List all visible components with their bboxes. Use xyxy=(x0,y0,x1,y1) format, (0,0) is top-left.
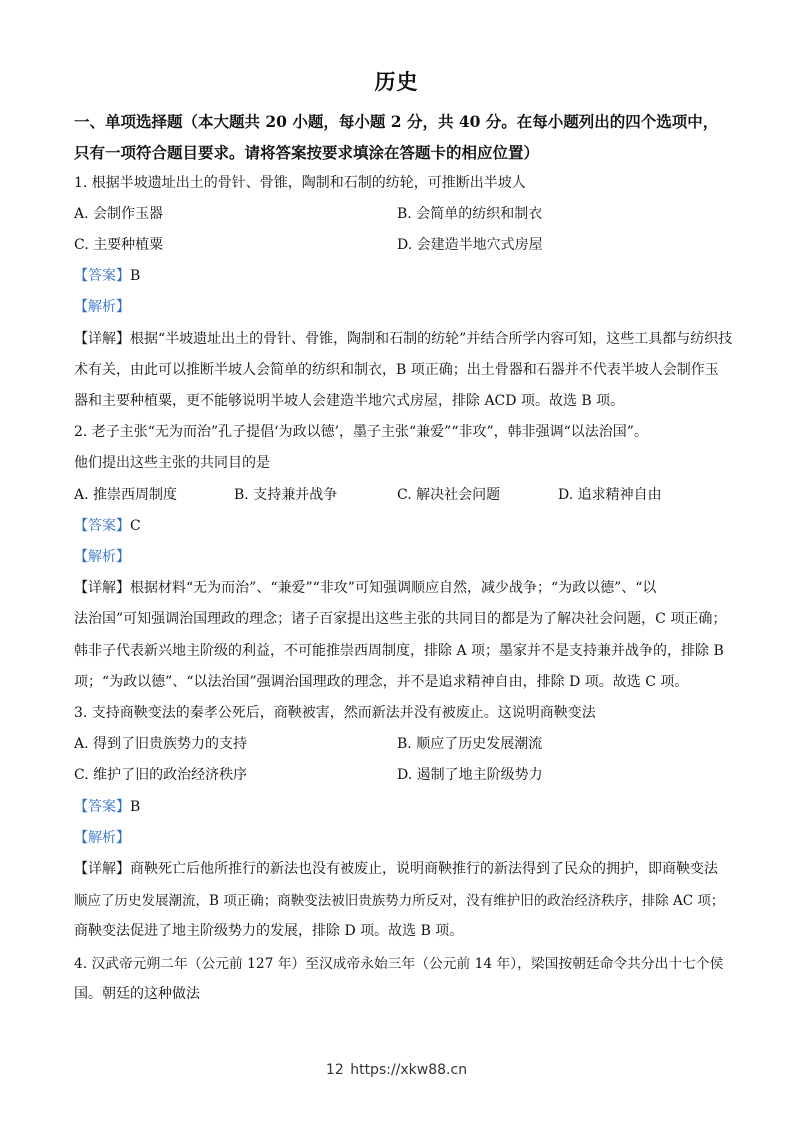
question-2-option-b: B. 支持兼并战争 xyxy=(234,487,338,503)
answer-label: 【答案】 xyxy=(74,268,130,284)
section-heading: 一、单项选择题（本大题共 20 小题，每小题 2 分，共 40 分。在每小题列出的四个选项中，只有一项符合题目要求。请将答案按要求填涂在答题卡的相应位置） xyxy=(74,112,719,162)
question-2-option-c: C. 解决社会问题 xyxy=(397,487,501,503)
question-2-detail-line: 法治国”可知强调治国理政的理念；诸子百家提出这些主张的共同目的都是为了解决社会问题，C 项正确； xyxy=(74,611,727,627)
question-3-answer xyxy=(74,796,140,816)
question-2-analysis-label: 【解析】 xyxy=(74,549,130,565)
question-1-detail-line: 术有关，由此可以推断半坡人会简单的纺织和制衣，B 项正确；出土骨器和石器并不代表半坡人会制作玉 xyxy=(74,362,719,378)
page-title: 历史 xyxy=(374,69,419,94)
question-1-stem: 1. 根据半坡遗址出土的骨针、骨锥，陶制和石制的纺轮，可推断出半坡人 xyxy=(74,175,526,191)
question-3-option-b: B. 顺应了历史发展潮流 xyxy=(397,736,543,752)
page-number: 12 xyxy=(325,1062,344,1078)
question-3-detail-line: 顺应了历史发展潮流，B 项正确；商鞅变法被旧贵族势力所反对，没有维护旧的政治经济秩序，排除 AC 项； xyxy=(74,893,725,909)
question-3-option-c: C. 维护了旧的政治经济秩序 xyxy=(74,767,248,783)
question-1-detail-line: 器和主要种植粟，更不能够说明半坡人会建造半地穴式房屋，排除 ACD 项。故选 B 项。 xyxy=(74,393,625,409)
question-2-option-d: D. 追求精神自由 xyxy=(558,487,662,503)
question-1-answer xyxy=(74,265,140,285)
question-3-option-a: A. 得到了旧贵族势力的支持 xyxy=(74,736,248,752)
answer-value: B xyxy=(130,268,141,284)
question-2-option-a: A. 推崇西周制度 xyxy=(74,487,178,503)
answer-value: B xyxy=(130,799,141,815)
question-3-option-d: D. 遏制了地主阶级势力 xyxy=(397,767,543,783)
question-1-detail-line: 【详解】根据“半坡遗址出土的骨针、骨锥，陶制和石制的纺轮”并结合所学内容可知，这些工具都与纺织技 xyxy=(74,331,733,347)
question-2-detail-line: 【详解】根据材料“无为而治”、“兼爱”“非攻”可知强调顺应自然，减少战争；“为政以德”、“以 xyxy=(74,580,657,596)
question-1-option-b: B. 会简单的纺织和制衣 xyxy=(397,206,543,222)
footer-url[interactable]: https://xkw88.cn xyxy=(350,1062,468,1078)
question-2-detail-line: 项；“为政以德”、“以法治国”强调治国理政的理念，并不是追求精神自由，排除 D 项。故选 C 项。 xyxy=(74,674,689,690)
question-1-option-a: A. 会制作玉器 xyxy=(74,206,164,222)
question-2-stem: 2. 老子主张“无为而治”孔子提倡‘为政以德’，墨子主张“兼爱”“非攻”，韩非强调“以法治国”。 xyxy=(74,424,648,440)
question-3-stem: 3. 支持商鞅变法的秦孝公死后，商鞅被害，然而新法并没有被废止。这说明商鞅变法 xyxy=(74,705,596,721)
question-4-stem: 国。朝廷的这种做法 xyxy=(74,986,200,1002)
question-1-option-c: C. 主要种植粟 xyxy=(74,237,164,253)
question-3-detail-line: 【详解】商鞅死亡后他所推行的新法也没有被废止，说明商鞅推行的新法得到了民众的拥护，即商鞅变法 xyxy=(74,861,718,877)
answer-label: 【答案】 xyxy=(74,518,130,534)
question-3-detail-line: 商鞅变法促进了地主阶级势力的发展，排除 D 项。故选 B 项。 xyxy=(74,923,464,939)
question-4-stem: 4. 汉武帝元朔二年（公元前 127 年）至汉成帝永始三年（公元前 14 年），梁国按朝廷命令共分出十七个侯 xyxy=(74,956,724,972)
question-1-analysis-label: 【解析】 xyxy=(74,299,130,315)
question-3-analysis-label: 【解析】 xyxy=(74,830,130,846)
question-2-answer xyxy=(74,515,141,535)
answer-value: C xyxy=(130,518,141,534)
page-footer xyxy=(0,1062,793,1078)
question-1-option-d: D. 会建造半地穴式房屋 xyxy=(397,237,543,253)
question-2-detail-line: 韩非子代表新兴地主阶级的利益，不可能推崇西周制度，排除 A 项；墨家并不是支持兼并战争的，排除 B xyxy=(74,643,724,659)
question-2-stem: 他们提出这些主张的共同目的是 xyxy=(74,455,270,471)
answer-label: 【答案】 xyxy=(74,799,130,815)
